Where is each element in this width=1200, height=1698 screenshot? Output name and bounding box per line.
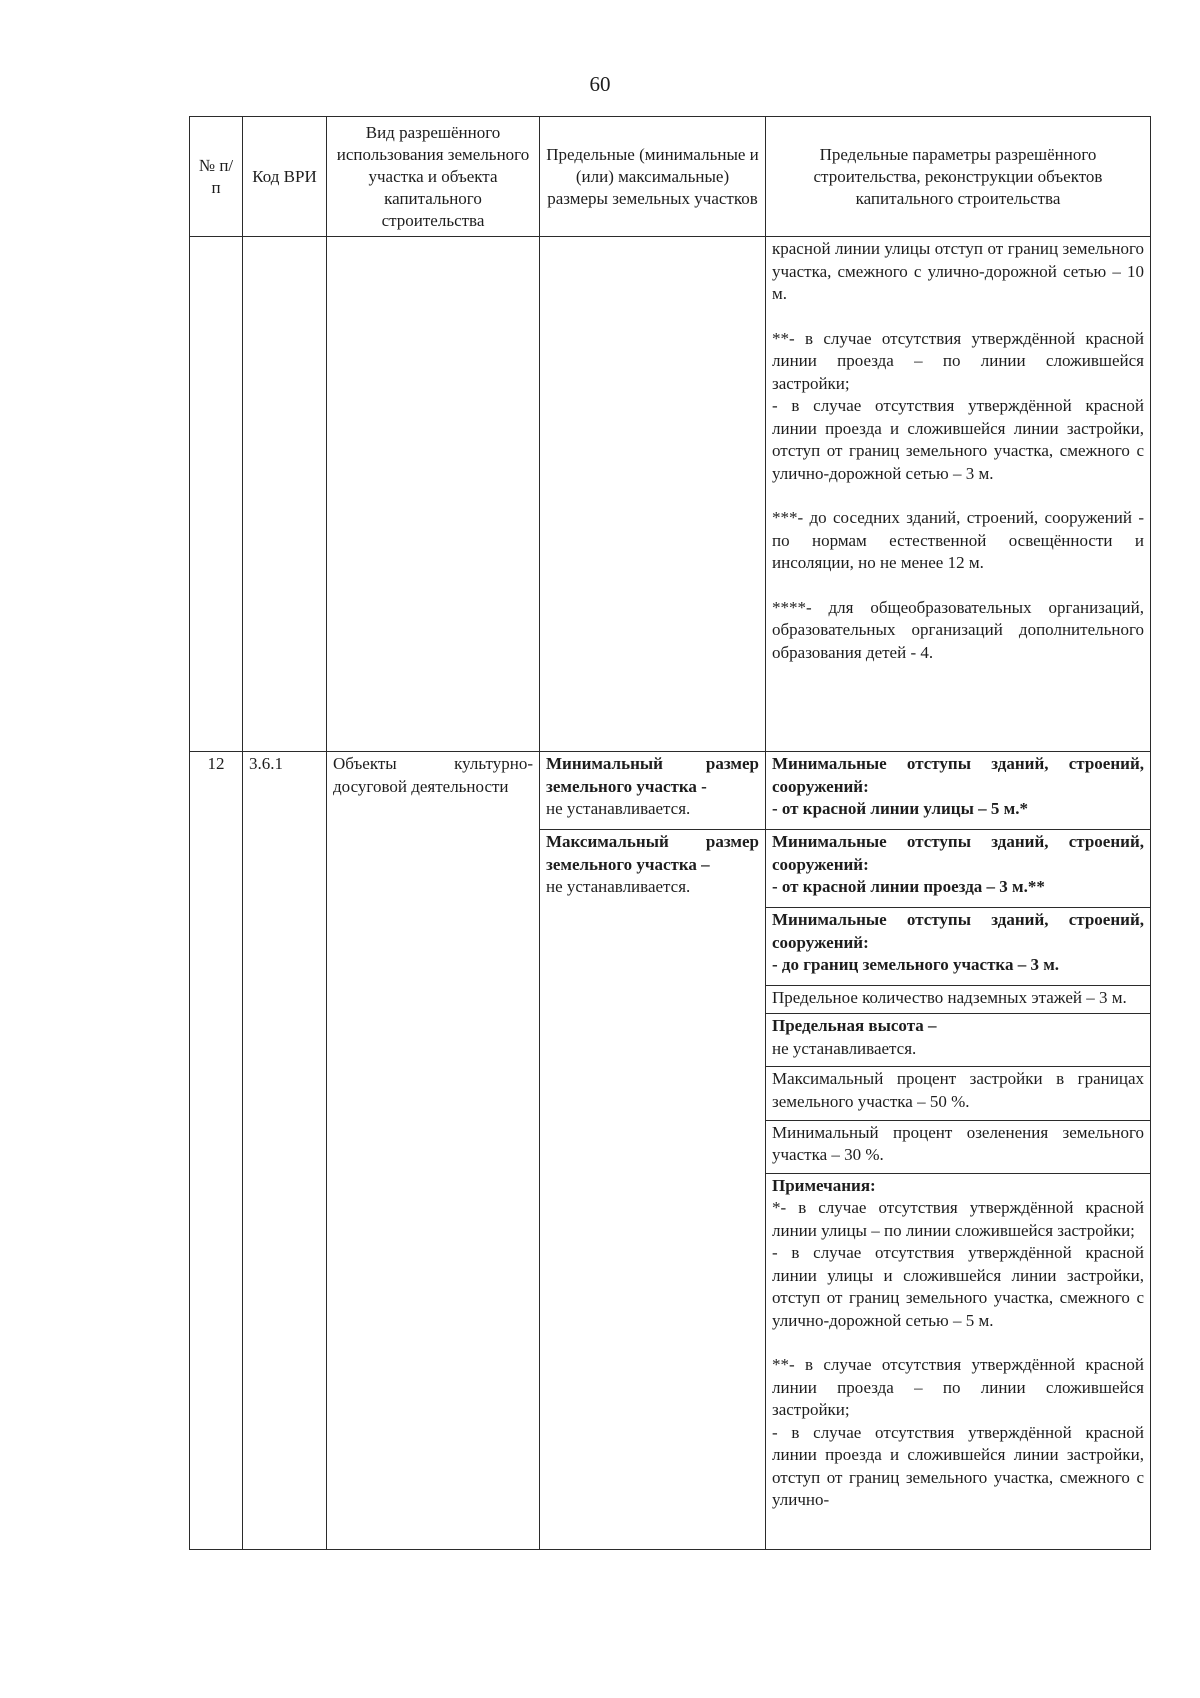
- notes-cell: [766, 1173, 1151, 1549]
- param-setback-street-value: - от красной линии улицы – 5 м.*: [772, 799, 1028, 818]
- min-plot-cell: [540, 752, 766, 830]
- note-2: **- в случае отсутствия утверждённой красной линии проезда – по линии сложившейся застройки; - в случае отсутствия утверждённой красной линии проезда и сложившейся линии застройки, отступ от границ земельного участка, смежного с улично-: [772, 1355, 1144, 1510]
- cont-code-cell: [243, 237, 327, 752]
- continuation-para-4: ****- для общеобразовательных организаций, образовательных организаций дополнительного образования детей - 4.: [772, 597, 1144, 662]
- param-height-value: не устанавливается.: [772, 1038, 917, 1058]
- max-plot-cell: [540, 830, 766, 1550]
- continuation-para-1: красной линии улицы отступ от границ земельного участка, смежного с улично-дорожной сетью – 10 м.: [772, 239, 1144, 303]
- param-setback-boundary: [766, 908, 1151, 986]
- param-setback-boundary-title: Минимальные отступы зданий, строений, сооружений:: [772, 910, 1144, 952]
- header-code: Код ВРИ: [243, 117, 327, 237]
- max-plot-value: не устанавливается.: [546, 877, 691, 897]
- zoning-table: [189, 116, 1151, 1550]
- param-setback-street-title: Минимальные отступы зданий, строений, сооружений:: [772, 754, 1144, 796]
- max-plot-title: Максимальный размер земельного участка –: [546, 832, 759, 874]
- param-min-greening: Минимальный процент озеленения земельного участка – 30 %.: [766, 1120, 1151, 1173]
- param-max-coverage: Максимальный процент застройки в границах земельного участка – 50 %.: [766, 1067, 1151, 1120]
- cont-params-cell: [766, 237, 1151, 752]
- row-12-use-type: Объекты культурно-досуговой деятельности: [327, 752, 540, 1550]
- table-header-row: [190, 117, 1151, 237]
- param-floors: Предельное количество надземных этажей – 3 м.: [766, 986, 1151, 1014]
- page-number: 60: [589, 72, 611, 96]
- header-plot-sizes: Предельные (минимальные и (или) максимальные) размеры земельных участков: [540, 117, 766, 237]
- param-setback-driveway-title: Минимальные отступы зданий, строений, сооружений:: [772, 832, 1144, 874]
- continuation-para-3: ***- до соседних зданий, строений, сооружений - по нормам естественной освещённости и инсоляции, но не менее 12 м.: [772, 508, 1144, 572]
- param-height: [766, 1014, 1151, 1067]
- header-num: № п/п: [190, 117, 243, 237]
- min-plot-title: Минимальный размер земельного участка -: [546, 754, 759, 796]
- param-setback-driveway: [766, 830, 1151, 908]
- continuation-para-2: **- в случае отсутствия утверждённой красной линии проезда – по линии сложившейся застройки; - в случае отсутствия утверждённой красной линии проезда и сложившейся линии застройки, отступ от границ земельного участка, смежного с улично-дорожной сетью – 3 м.: [772, 328, 1144, 483]
- row-12-num: 12: [190, 752, 243, 1550]
- header-params: Предельные параметры разрешённого строительства, реконструкции объектов капитального строительства: [766, 117, 1151, 237]
- cont-num-cell: [190, 237, 243, 752]
- param-setback-boundary-value: - до границ земельного участка – 3 м.: [772, 955, 1060, 975]
- param-height-title: Предельная высота –: [772, 1016, 937, 1036]
- param-setback-street: [766, 752, 1151, 830]
- min-plot-value: не устанавливается.: [546, 799, 691, 818]
- notes-title: Примечания:: [772, 1175, 876, 1195]
- continuation-row: [190, 237, 1151, 752]
- header-use-type: Вид разрешённого использования земельного участка и объекта капитального строительства: [327, 117, 540, 237]
- param-setback-driveway-value: - от красной линии проезда – 3 м.**: [772, 877, 1045, 897]
- row-12-code: 3.6.1: [243, 752, 327, 1550]
- cont-plot-cell: [540, 237, 766, 752]
- cont-use-cell: [327, 237, 540, 752]
- note-1: *- в случае отсутствия утверждённой красной линии улицы – по линии сложившейся застройки; - в случае отсутствия утверждённой красной линии улицы и сложившейся линии застройки, отступ от границ земельного участка, смежного с улично-дорожной сетью – 5 м.: [772, 1198, 1144, 1330]
- row-12-a: [190, 752, 1151, 830]
